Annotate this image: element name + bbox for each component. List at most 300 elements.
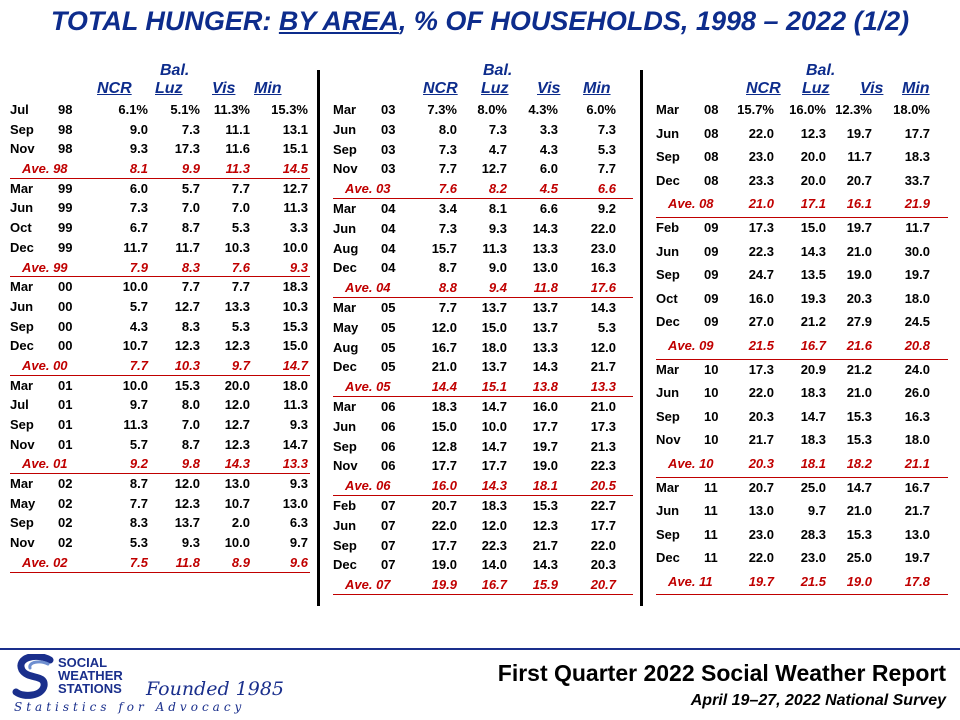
- row-label: May: [10, 495, 36, 511]
- header-min: Min: [902, 80, 930, 97]
- cell-luz: 8.3: [181, 318, 200, 334]
- row-label: Sep: [656, 267, 680, 283]
- average-row: [656, 196, 948, 220]
- cell-luz: 9.4: [488, 280, 507, 296]
- table-row: [656, 503, 948, 527]
- cell-ncr: 4.3: [129, 318, 148, 334]
- table-row: [10, 240, 310, 260]
- title-emphasis: BY AREA: [278, 6, 399, 36]
- row-year: 03: [381, 161, 396, 177]
- row-label: Ave. 04: [345, 280, 391, 296]
- cell-luz: 14.0: [481, 557, 507, 573]
- cell-luz: 13.5: [800, 267, 826, 283]
- cell-luz: 17.1: [800, 196, 826, 212]
- cell-min: 18.3: [904, 149, 930, 165]
- table-row: [333, 260, 633, 280]
- cell-ncr: 3.4: [438, 200, 457, 216]
- row-year: 02: [58, 476, 73, 492]
- table-row: [10, 397, 310, 417]
- row-label: Feb: [656, 219, 680, 235]
- cell-luz: 7.7: [181, 279, 200, 295]
- row-year: 05: [381, 319, 396, 335]
- table-row: [333, 557, 633, 577]
- cell-vis: 15.3: [532, 497, 558, 513]
- table-row: [656, 314, 948, 338]
- header-ncr: NCR: [746, 80, 781, 97]
- cell-min: 18.0: [282, 377, 308, 393]
- cell-ncr: 8.7: [129, 476, 148, 492]
- cell-luz: 7.0: [181, 417, 200, 432]
- cell-vis: 10.7: [224, 495, 250, 511]
- row-year: 03: [381, 121, 396, 137]
- cell-min: 22.3: [590, 458, 616, 474]
- cell-vis: 4.3: [539, 141, 558, 157]
- table-row: [333, 161, 633, 181]
- cell-luz: 7.0: [181, 200, 200, 216]
- cell-vis: 13.3: [224, 298, 250, 314]
- table-row: [656, 480, 948, 504]
- row-year: 09: [704, 290, 719, 306]
- report-subtitle: April 19–27, 2022 National Survey: [690, 692, 946, 709]
- row-year: 99: [58, 200, 73, 216]
- cell-vis: 7.7: [231, 279, 250, 295]
- cell-vis: 21.7: [532, 537, 558, 553]
- row-label: Sep: [656, 526, 680, 542]
- table-row: [10, 141, 310, 161]
- cell-ncr: 17.3: [748, 361, 774, 377]
- cell-ncr: 12.0: [431, 319, 457, 335]
- cell-luz: 28.3: [800, 526, 826, 542]
- cell-luz: 15.0: [800, 219, 826, 235]
- cell-ncr: 8.3: [129, 515, 148, 531]
- cell-vis: 13.3: [532, 339, 558, 355]
- cell-vis: 13.7: [532, 319, 558, 335]
- row-label: Nov: [656, 432, 681, 448]
- cell-vis: 25.0: [846, 550, 872, 566]
- row-label: Nov: [10, 141, 35, 157]
- cell-min: 18.0: [904, 290, 930, 306]
- cell-min: 3.3: [289, 220, 308, 236]
- cell-min: 23.0: [590, 240, 616, 256]
- cell-ncr: 10.0: [122, 279, 148, 295]
- cell-vis: 6.6: [539, 200, 558, 216]
- cell-ncr: 14.4: [431, 379, 457, 395]
- cell-ncr: 5.7: [129, 298, 148, 314]
- cell-vis: 11.8: [533, 280, 558, 296]
- table-row: [333, 458, 633, 478]
- row-year: 01: [58, 436, 73, 452]
- row-year: 03: [381, 102, 396, 117]
- cell-vis: 11.6: [225, 141, 250, 157]
- logo-line1: SOCIAL: [58, 655, 108, 670]
- row-year: 11: [704, 550, 718, 566]
- cell-vis: 19.7: [532, 438, 558, 454]
- row-label: Ave. 10: [668, 455, 714, 471]
- cell-ncr: 15.7: [431, 240, 457, 256]
- table-row: [656, 173, 948, 197]
- cell-vis: 20.0: [224, 377, 250, 393]
- cell-min: 15.0: [282, 338, 308, 354]
- cell-ncr: 17.7: [431, 458, 457, 474]
- cell-vis: 14.3: [532, 557, 558, 573]
- cell-luz: 20.0: [800, 172, 826, 188]
- cell-vis: 8.9: [231, 554, 250, 570]
- cell-ncr: 22.0: [431, 517, 457, 533]
- row-year: 08: [704, 125, 719, 141]
- cell-luz: 4.7: [488, 141, 507, 157]
- cell-ncr: 10.7: [122, 338, 148, 354]
- logo-line2: WEATHER: [58, 668, 123, 683]
- cell-ncr: 10.0: [122, 377, 148, 393]
- cell-min: 20.3: [590, 557, 616, 573]
- cell-min: 17.7: [590, 517, 616, 533]
- column-header: [10, 62, 310, 102]
- row-year: 98: [58, 141, 73, 157]
- table-row: [333, 538, 633, 558]
- cell-luz: 8.7: [181, 220, 200, 236]
- row-year: 05: [381, 299, 396, 315]
- cell-ncr: 6.0: [129, 180, 148, 196]
- cell-luz: 7.3: [181, 121, 200, 137]
- cell-vis: 12.3: [532, 517, 558, 533]
- cell-min: 21.0: [590, 398, 616, 414]
- cell-luz: 12.0: [481, 517, 507, 533]
- cell-min: 22.0: [590, 220, 616, 236]
- cell-vis: 11.3%: [213, 102, 250, 117]
- logo-line3: STATIONS: [58, 681, 122, 696]
- cell-vis: 19.0: [532, 458, 558, 474]
- cell-luz: 11.7: [175, 239, 200, 255]
- cell-ncr: 22.3: [748, 243, 774, 259]
- row-year: 08: [704, 149, 719, 165]
- header-luz: Luz: [155, 80, 183, 97]
- table-row: [10, 319, 310, 339]
- table-row: [656, 220, 948, 244]
- cell-ncr: 7.3: [438, 141, 457, 157]
- cell-vis: 13.8: [532, 379, 558, 395]
- row-year: 01: [58, 417, 73, 432]
- row-label: Ave. 11: [668, 573, 713, 589]
- row-label: Dec: [656, 314, 680, 330]
- row-year: 08: [704, 172, 719, 188]
- cell-luz: 21.5: [800, 573, 826, 589]
- founded-text: Founded 1985: [146, 678, 285, 700]
- cell-vis: 14.3: [532, 220, 558, 236]
- cell-vis: 27.9: [846, 314, 872, 330]
- cell-luz: 14.3: [481, 478, 507, 494]
- cell-min: 9.6: [289, 554, 308, 570]
- cell-vis: 5.3: [231, 318, 250, 334]
- cell-luz: 18.0: [481, 339, 507, 355]
- row-year: 09: [704, 267, 719, 283]
- row-label: Jun: [333, 121, 357, 137]
- cell-min: 7.7: [597, 161, 616, 177]
- row-year: 07: [381, 497, 396, 513]
- cell-vis: 7.7: [231, 180, 250, 196]
- column-header: [333, 62, 633, 102]
- cell-vis: 20.3: [846, 290, 872, 306]
- cell-vis: 14.3: [224, 456, 250, 472]
- cell-vis: 11.1: [225, 121, 250, 137]
- cell-vis: 20.7: [846, 172, 872, 188]
- cell-luz: 7.3: [488, 121, 507, 137]
- cell-luz: 16.7: [800, 337, 826, 353]
- row-label: Mar: [656, 102, 680, 117]
- cell-luz: 18.3: [481, 497, 507, 513]
- cell-min: 11.3: [283, 200, 308, 216]
- table-row: [656, 362, 948, 386]
- cell-ncr: 9.7: [129, 397, 148, 413]
- row-label: Ave. 08: [668, 196, 714, 212]
- cell-vis: 12.3: [224, 338, 250, 354]
- table-row: [333, 241, 633, 261]
- cell-ncr: 15.7%: [737, 102, 774, 117]
- table-row: [10, 378, 310, 398]
- row-year: 07: [381, 537, 396, 553]
- average-row: [10, 260, 310, 280]
- table-row: [656, 267, 948, 291]
- swirl-logo-icon: [12, 654, 56, 700]
- cell-min: 13.3: [282, 456, 308, 472]
- row-label: Ave. 02: [22, 554, 68, 570]
- cell-ncr: 21.0: [431, 359, 457, 375]
- row-label: Ave. 99: [22, 259, 68, 275]
- row-year: 06: [381, 418, 396, 434]
- cell-min: 6.3: [289, 515, 308, 531]
- cell-min: 9.3: [289, 476, 308, 492]
- cell-luz: 9.7: [807, 503, 826, 519]
- cell-ncr: 23.0: [748, 149, 774, 165]
- cell-ncr: 7.3%: [427, 102, 457, 117]
- header-min: Min: [583, 80, 611, 97]
- cell-min: 17.6: [590, 280, 616, 296]
- cell-ncr: 19.7: [748, 573, 774, 589]
- cell-ncr: 27.0: [748, 314, 774, 330]
- cell-luz: 9.3: [181, 535, 200, 551]
- header-bal: Bal.: [806, 62, 836, 79]
- cell-min: 16.3: [590, 260, 616, 276]
- cell-luz: 9.0: [488, 260, 507, 276]
- header-vis: Vis: [212, 80, 236, 97]
- row-label: Jun: [333, 418, 357, 434]
- average-row: [10, 456, 310, 476]
- row-label: Mar: [333, 299, 357, 315]
- row-label: Jul: [10, 397, 29, 413]
- cell-min: 26.0: [904, 385, 930, 401]
- cell-luz: 11.3: [482, 240, 507, 256]
- cell-vis: 15.3: [846, 432, 872, 448]
- title-part3: , % OF HOUSEHOLDS, 1998 – 2022 (1/2): [398, 6, 910, 36]
- row-year: 04: [381, 200, 396, 216]
- cell-luz: 5.7: [181, 180, 200, 196]
- tagline: Statistics for Advocacy: [14, 700, 246, 714]
- cell-min: 12.7: [282, 180, 308, 196]
- row-label: Mar: [656, 361, 680, 377]
- cell-vis: 4.5: [539, 181, 558, 197]
- cell-luz: 8.0: [181, 397, 200, 413]
- table-row: [333, 300, 633, 320]
- cell-min: 5.3: [597, 141, 616, 157]
- average-row: [333, 379, 633, 399]
- table-row: [656, 149, 948, 173]
- cell-luz: 10.3: [174, 357, 200, 373]
- cell-min: 14.7: [282, 436, 308, 452]
- cell-luz: 14.7: [481, 438, 507, 454]
- average-row: [656, 456, 948, 480]
- header-vis: Vis: [860, 80, 884, 97]
- row-label: Dec: [656, 172, 680, 188]
- row-label: Nov: [10, 535, 35, 551]
- row-label: Sep: [333, 438, 357, 454]
- page-title: [0, 6, 960, 37]
- cell-min: 21.7: [590, 359, 616, 375]
- row-label: Oct: [656, 290, 678, 306]
- cell-vis: 4.3%: [528, 102, 558, 117]
- cell-min: 20.5: [590, 478, 616, 494]
- cell-vis: 13.3: [532, 240, 558, 256]
- table-row: [656, 550, 948, 574]
- cell-min: 12.0: [590, 339, 616, 355]
- row-year: 00: [58, 338, 73, 354]
- cell-ncr: 7.7: [438, 161, 457, 177]
- header-ncr: NCR: [97, 80, 132, 97]
- row-label: Mar: [333, 102, 357, 117]
- panel-2008-2011: [656, 62, 948, 597]
- cell-luz: 14.3: [800, 243, 826, 259]
- row-label: Aug: [333, 240, 359, 256]
- cell-ncr: 20.3: [748, 455, 774, 471]
- table-row: [10, 535, 310, 555]
- footer-rule: [0, 648, 960, 650]
- cell-luz: 21.2: [800, 314, 826, 330]
- row-year: 09: [704, 243, 719, 259]
- average-row: [333, 181, 633, 201]
- cell-min: 10.3: [282, 298, 308, 314]
- cell-min: 13.3: [590, 379, 616, 395]
- row-label: Sep: [10, 515, 34, 531]
- cell-ncr: 16.0: [431, 478, 457, 494]
- cell-min: 20.7: [590, 577, 616, 593]
- table-row: [656, 126, 948, 150]
- table-row: [656, 432, 948, 456]
- cell-min: 13.0: [282, 495, 308, 511]
- cell-min: 15.1: [282, 141, 308, 157]
- row-label: Sep: [656, 408, 680, 424]
- cell-luz: 15.0: [481, 319, 507, 335]
- table-row: [10, 279, 310, 299]
- row-label: Mar: [10, 476, 34, 492]
- header-ncr: NCR: [423, 80, 458, 97]
- row-label: Jun: [10, 298, 34, 314]
- cell-ncr: 15.0: [431, 418, 457, 434]
- cell-ncr: 9.0: [129, 121, 148, 137]
- cell-vis: 7.6: [231, 259, 250, 275]
- header-luz: Luz: [802, 80, 830, 97]
- cell-ncr: 21.5: [748, 337, 774, 353]
- cell-vis: 3.3: [539, 121, 558, 137]
- cell-vis: 19.0: [846, 267, 872, 283]
- table-row: [333, 142, 633, 162]
- cell-ncr: 5.7: [129, 436, 148, 452]
- row-year: 09: [704, 219, 719, 235]
- cell-vis: 9.7: [231, 357, 250, 373]
- cell-luz: 8.7: [181, 436, 200, 452]
- cell-luz: 12.7: [174, 298, 200, 314]
- cell-ncr: 11.3: [123, 417, 148, 432]
- table-row: [656, 291, 948, 315]
- cell-ncr: 17.7: [431, 537, 457, 553]
- cell-luz: 22.3: [481, 537, 507, 553]
- row-label: Dec: [10, 239, 34, 255]
- average-row: [333, 577, 633, 597]
- table-row: [10, 437, 310, 457]
- cell-ncr: 7.6: [438, 181, 457, 197]
- cell-vis: 12.7: [224, 417, 250, 432]
- header-vis: Vis: [537, 80, 561, 97]
- cell-vis: 21.0: [846, 385, 872, 401]
- row-label: Mar: [10, 279, 34, 295]
- cell-vis: 18.2: [846, 455, 872, 471]
- cell-ncr: 7.7: [129, 357, 148, 373]
- cell-luz: 15.1: [481, 379, 507, 395]
- row-year: 11: [704, 503, 718, 519]
- header-bal: Bal.: [160, 62, 190, 79]
- row-label: Dec: [10, 338, 34, 354]
- cell-min: 13.1: [282, 121, 308, 137]
- cell-min: 17.3: [590, 418, 616, 434]
- cell-luz: 20.0: [800, 149, 826, 165]
- cell-min: 19.7: [904, 550, 930, 566]
- row-label: Nov: [10, 436, 35, 452]
- row-year: 02: [58, 495, 73, 511]
- header-min: Min: [254, 80, 282, 97]
- cell-vis: 21.6: [846, 337, 872, 353]
- cell-ncr: 7.3: [129, 200, 148, 216]
- table-row: [333, 320, 633, 340]
- row-label: Jun: [656, 385, 680, 401]
- cell-min: 17.7: [904, 125, 930, 141]
- cell-vis: 14.3: [532, 359, 558, 375]
- cell-min: 15.3: [282, 318, 308, 334]
- cell-luz: 18.3: [800, 385, 826, 401]
- cell-luz: 13.7: [174, 515, 200, 531]
- cell-vis: 12.3%: [835, 102, 872, 117]
- cell-min: 5.3: [597, 319, 616, 335]
- cell-vis: 21.0: [846, 503, 872, 519]
- cell-min: 10.0: [282, 239, 308, 255]
- row-year: 11: [704, 479, 718, 495]
- row-year: 04: [381, 220, 396, 236]
- row-year: 04: [381, 260, 396, 276]
- row-label: Ave. 09: [668, 337, 714, 353]
- report-title: First Quarter 2022 Social Weather Report: [497, 660, 946, 686]
- row-year: 06: [381, 398, 396, 414]
- cell-ncr: 9.2: [129, 456, 148, 472]
- cell-vis: 12.0: [224, 397, 250, 413]
- row-label: Mar: [333, 200, 357, 216]
- row-label: Jul: [10, 102, 29, 117]
- table-row: [333, 102, 633, 122]
- table-row: [10, 220, 310, 240]
- divider-1: [317, 70, 320, 606]
- cell-min: 24.5: [904, 314, 930, 330]
- cell-luz: 12.3: [174, 495, 200, 511]
- cell-ncr: 9.3: [129, 141, 148, 157]
- cell-vis: 10.3: [224, 239, 250, 255]
- row-year: 07: [381, 517, 396, 533]
- cell-min: 13.0: [904, 526, 930, 542]
- cell-luz: 17.3: [174, 141, 200, 157]
